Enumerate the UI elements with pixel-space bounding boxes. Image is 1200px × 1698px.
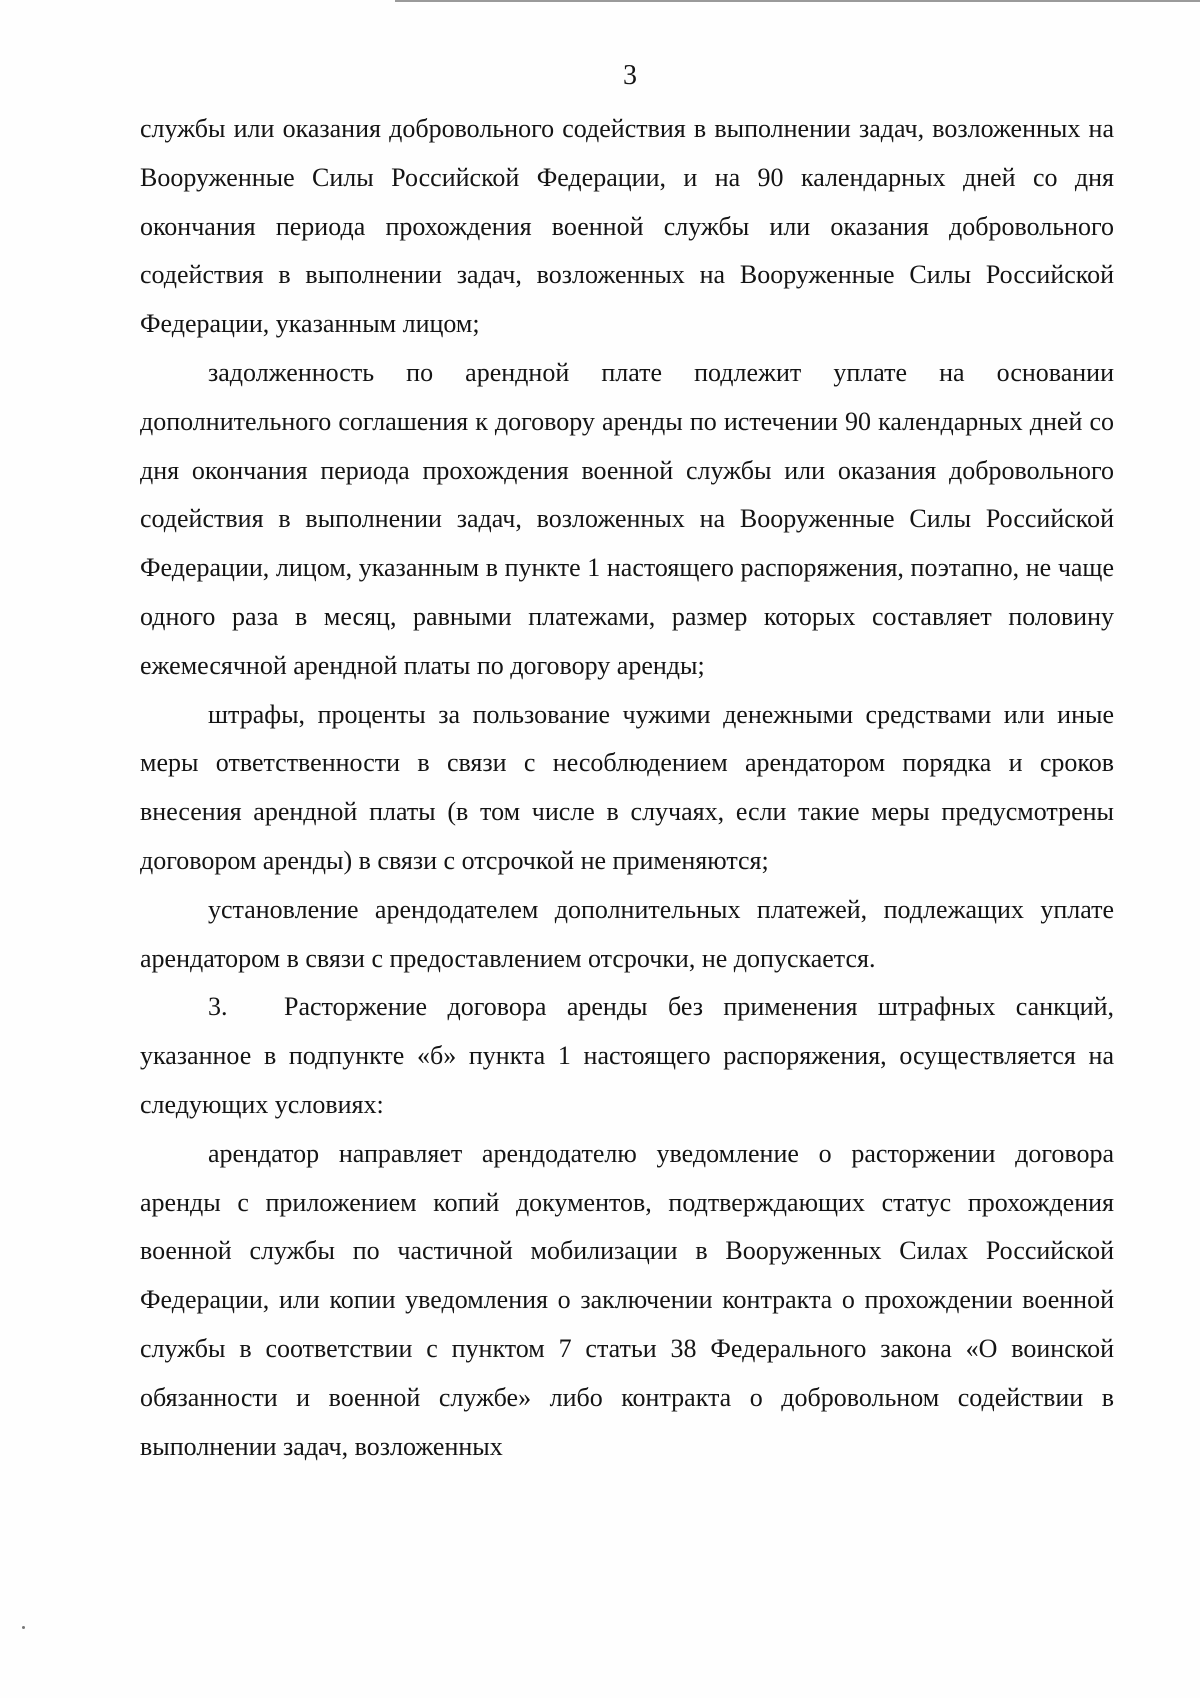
paragraph-continuation: службы или оказания добровольного содействия в выполнении задач, возложенных на Вооруженные Силы Российской Федерации, и на 90 календарных дней со дня окончания периода прохождения военной службы или оказания добровольного содействия в выполнении задач, возложенных на Вооруженные Силы Российской Федерации, указанным лицом;	[140, 114, 1114, 339]
paragraph-penalties: штрафы, проценты за пользование чужими денежными средствами или иные меры ответственности в связи с несоблюдением арендатором порядка и сроков внесения арендной платы (в том числе в случаях, если такие меры предусмотрены договором аренды) в связи с отсрочкой не применяются;	[140, 699, 1114, 875]
paragraph-tenant-notice: арендатор направляет арендодателю уведомление о расторжении договора аренды с приложением копий документов, подтверждающих статус прохождения военной службы по частичной мобилизации в Вооруженных Силах Российской Федерации, или копии уведомления о заключении контракта о прохождении военной службы в соответствии с пунктом 7 статьи 38 Федерального закона «О воинской обязанности и военной службе» либо контракта о добровольном содействии в выполнении задач, возложенных	[140, 1138, 1114, 1461]
item-number: 3.	[208, 992, 228, 1022]
paragraph-debt-repayment: задолженность по арендной плате подлежит уплате на основании дополнительного соглашения к договору аренды по истечении 90 календарных дней со дня окончания периода прохождения военной службы или оказания добровольного содействия в выполнении задач, возложенных на Вооруженные Силы Российской Федерации, лицом, указанным в пункте 1 настоящего распоряжения, поэтапно, не чаще одного раза в месяц, равными платежами, размер которых составляет половину ежемесячной арендной платы по договору аренды;	[140, 357, 1114, 680]
paragraph-item-3	[140, 983, 1114, 1129]
item-3-text: Расторжение договора аренды без применения штрафных санкций, указанное в подпункте «б» пункта 1 настоящего распоряжения, осуществляется на следующих условиях:	[140, 992, 1114, 1119]
page-number: 3	[623, 60, 637, 91]
scan-speck	[22, 1626, 25, 1629]
top-scan-edge	[395, 0, 1200, 2]
paragraph-additional-payments: установление арендодателем дополнительных платежей, подлежащих уплате арендатором в связи с предоставлением отсрочки, не допускается.	[140, 894, 1114, 973]
document-body	[140, 105, 1114, 1471]
